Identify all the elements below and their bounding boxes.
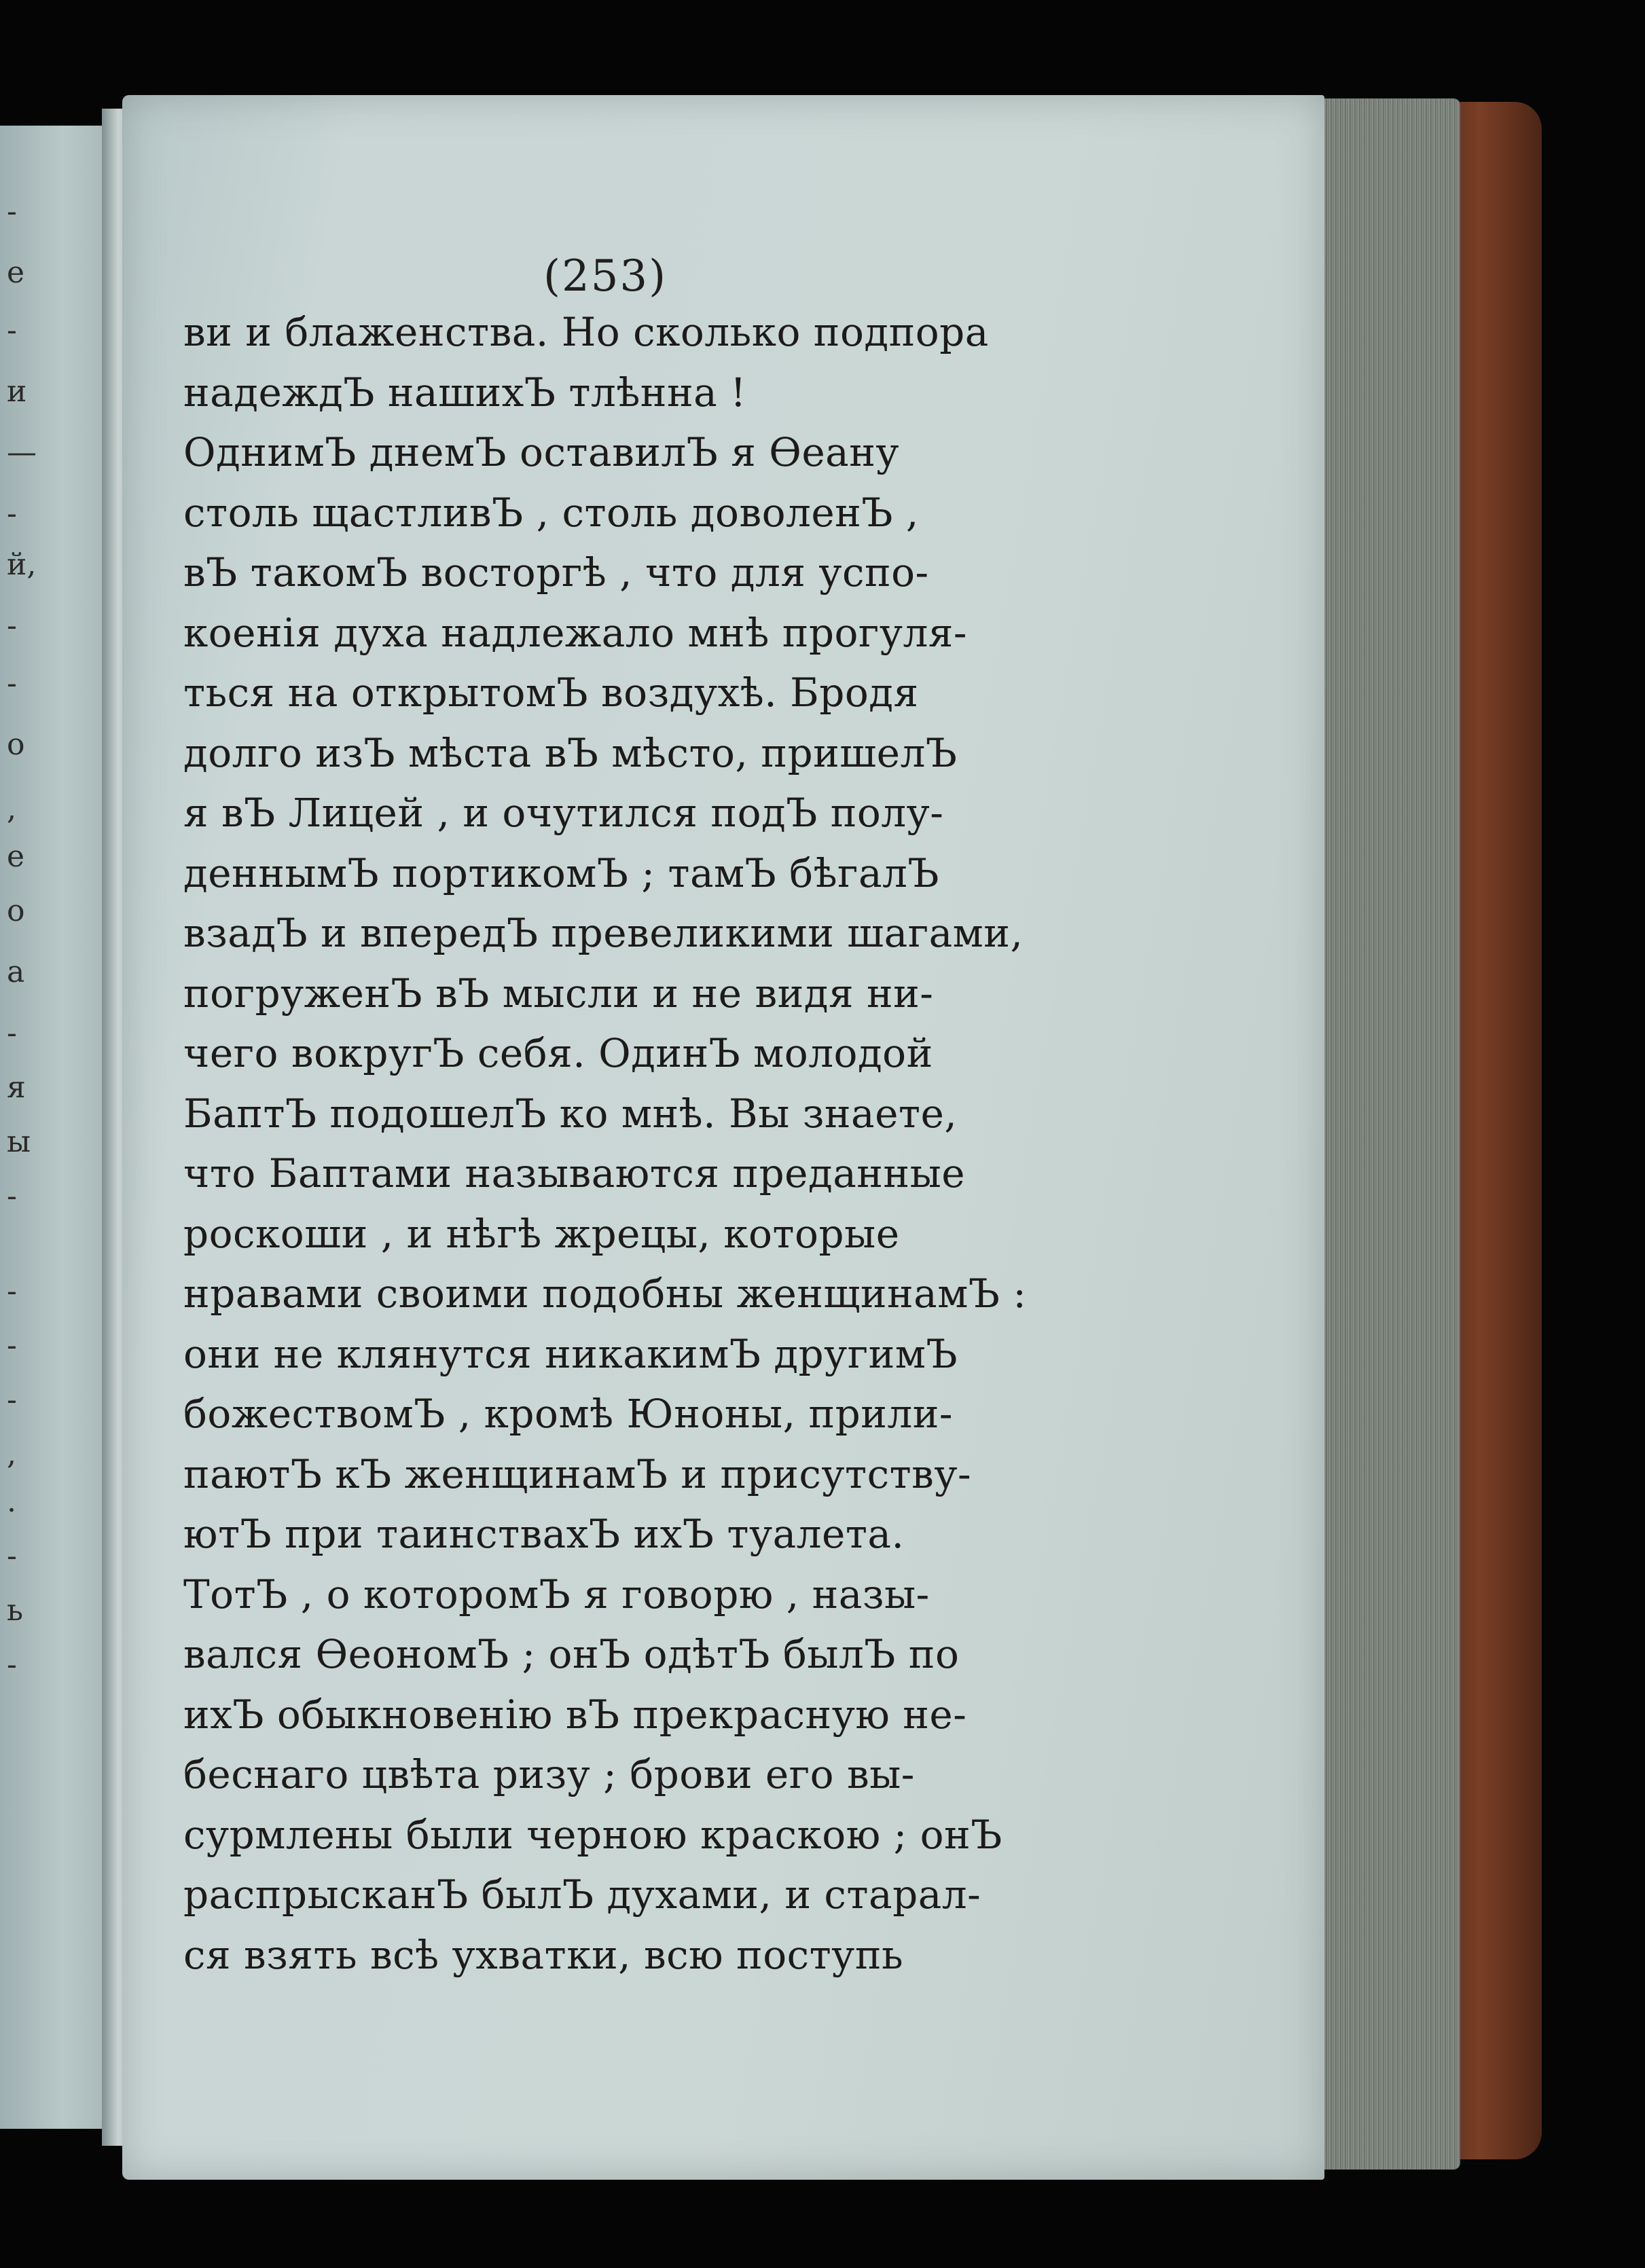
text-line: ТотЪ , о которомЪ я говорю , назы- <box>183 1571 930 1617</box>
text-line: столь щастливЪ , столь доволенЪ , <box>183 489 919 536</box>
left-page-fragment: e <box>7 255 25 290</box>
left-page-fragment: а <box>7 955 25 989</box>
left-page-fragment: й, <box>7 547 37 582</box>
text-line: ви и блаженства. Но сколько подпора <box>183 309 989 355</box>
text-line: паютЪ кЪ женщинамЪ и присутству- <box>183 1450 972 1497</box>
text-line: что Баптами называются преданные <box>183 1150 966 1196</box>
left-page-fragment: . <box>7 1484 16 1519</box>
left-page-fragment: , <box>7 1437 16 1471</box>
text-line: взадЪ и впередЪ превеликими шагами, <box>183 910 1024 956</box>
left-page-fragment: , <box>7 792 16 826</box>
text-line: вался ѲеономЪ ; онЪ одѣтЪ былЪ по <box>183 1631 960 1677</box>
left-page-fragment: - <box>7 313 17 348</box>
page-edges <box>1304 98 1460 2170</box>
left-page-fragment: - <box>7 1274 17 1309</box>
left-page-fragment: - <box>7 1016 17 1050</box>
left-page-fragment: е <box>7 839 25 874</box>
text-line: божествомЪ , кромѣ Юноны, прили- <box>183 1391 954 1437</box>
text-line: беснаго цвѣта ризу ; брови его вы- <box>183 1751 915 1797</box>
left-page-fragment: я <box>7 1070 26 1105</box>
left-page-fragment: - <box>7 1647 17 1682</box>
text-line: чего вокругЪ себя. ОдинЪ молодой <box>183 1030 933 1076</box>
text-line: ОднимЪ днемЪ оставилЪ я Ѳеану <box>183 429 900 475</box>
left-facing-page <box>0 126 115 2129</box>
text-line: они не клянутся никакимЪ другимЪ <box>183 1330 958 1377</box>
text-line: надеждЪ нашихЪ тлѣнна ! <box>183 369 746 416</box>
text-line: нравами своими подобны женщинамЪ : <box>183 1270 1027 1317</box>
text-line: вЪ такомЪ восторгѣ , что для успо- <box>183 549 929 596</box>
page-number: (253) <box>543 251 668 301</box>
left-page-fragment: - <box>7 194 17 229</box>
text-line: ся взять всѣ ухватки, всю поступь <box>183 1931 904 1978</box>
text-line: деннымЪ портикомЪ ; тамЪ бѣгалЪ <box>183 849 939 896</box>
left-page-fragment: - <box>7 1328 17 1363</box>
left-page-fragment: - <box>7 1539 17 1573</box>
text-line: ютЪ при таинствахЪ ихЪ туалета. <box>183 1511 905 1557</box>
text-line: распрысканЪ былЪ духами, и старал- <box>183 1871 981 1918</box>
left-page-fragment: о <box>7 894 25 928</box>
left-page-fragment: - <box>7 496 17 531</box>
text-line: погруженЪ вЪ мысли и не видя ни- <box>183 970 934 1017</box>
text-line: роскоши , и нѣгѣ жрецы, которые <box>183 1210 900 1257</box>
left-page-fragment: и <box>7 374 27 409</box>
left-page-fragment: ь <box>7 1593 23 1628</box>
left-page-fragment: о <box>7 727 25 762</box>
left-page-fragment: ы <box>7 1124 31 1159</box>
left-page-fragment: - <box>7 1383 17 1417</box>
left-page-fragment: - <box>7 608 17 643</box>
text-line: я вЪ Лицей , и очутился подЪ полу- <box>183 790 944 836</box>
text-line: ться на открытомЪ воздухѣ. Бродя <box>183 670 919 716</box>
text-line: БаптЪ подошелЪ ко мнѣ. Вы знаете, <box>183 1090 958 1137</box>
text-line: коенія духа надлежало мнѣ прогуля- <box>183 609 967 656</box>
text-line: долго изЪ мѣста вЪ мѣсто, пришелЪ <box>183 729 958 776</box>
left-page-fragment: - <box>7 666 17 701</box>
text-line: ихЪ обыкновенію вЪ прекрасную не- <box>183 1691 967 1738</box>
left-page-fragment: - <box>7 1179 17 1213</box>
left-page-fragment: — <box>7 435 37 470</box>
text-line: сурмлены были черною краскою ; онЪ <box>183 1811 1002 1858</box>
